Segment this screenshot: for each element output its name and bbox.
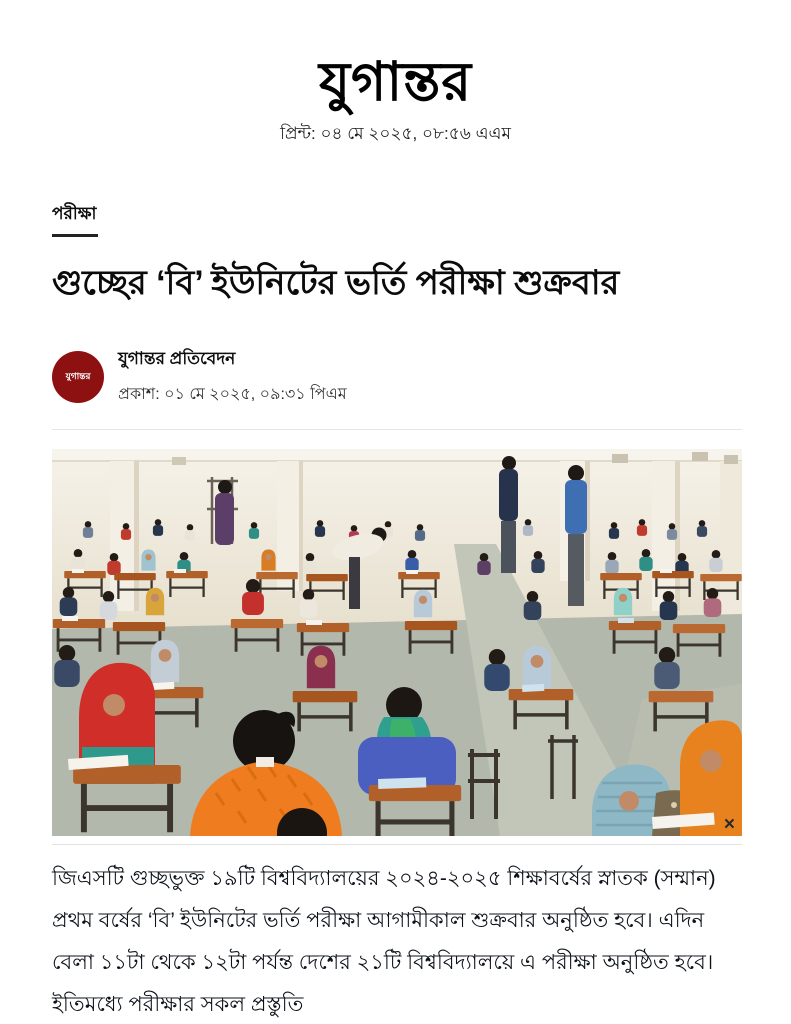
byline-text [118, 346, 347, 408]
category-label[interactable]: পরীক্ষা [52, 204, 97, 224]
exam-hall-illustration [52, 449, 742, 836]
publish-timestamp: প্রকাশ: ০১ মে ২০২৫, ০৯:৩১ পিএম [118, 385, 347, 403]
image-close-icon[interactable]: × [723, 813, 735, 835]
divider-bottom [52, 844, 742, 845]
author-name: যুগান্তর প্রতিবেদন [118, 348, 236, 368]
article-headline: গুচ্ছের ‘বি’ ইউনিটের ভর্তি পরীক্ষা শুক্রবার [52, 264, 620, 303]
masthead [0, 0, 791, 149]
print-timestamp: প্রিন্ট: ০৪ মে ২০২৫, ০৮:৫৬ এএম [280, 124, 511, 144]
category-tag[interactable] [52, 201, 98, 237]
divider-top [52, 429, 742, 430]
newspaper-logo: যুগান্তর [318, 49, 473, 113]
byline [52, 346, 742, 408]
article-body: জিএসটি গুচ্ছভুক্ত ১৯টি বিশ্ববিদ্যালয়ের ২০২৪-২০২৫ শিক্ষাবর্ষের স্নাতক (সম্মান) প্রথম বর্ষের ‘বি’ ইউনিটের ভর্তি পরীক্ষা আগামীকাল শুক্রবার অনুষ্ঠিত হবে। এদিন বেলা ১১টা থেকে ১২টা পর্যন্ত দেশের ২১টি বিশ্ববিদ্যালয়ে এ পরীক্ষা অনুষ্ঠিত হবে। ইতিমধ্যে পরীক্ষার সকল প্রস্তুতি [52, 866, 716, 1016]
avatar: যুগান্তর [52, 351, 104, 403]
article-photo [52, 449, 742, 836]
article-content [0, 149, 791, 1024]
category-underline [52, 234, 98, 237]
